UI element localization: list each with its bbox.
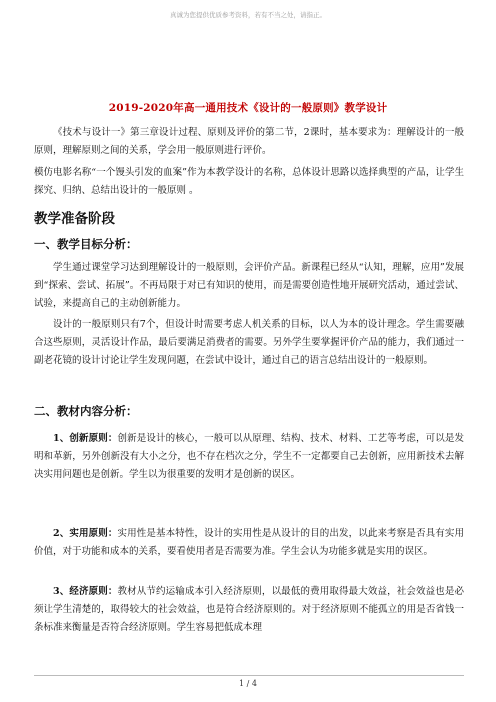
footer-divider [34, 675, 464, 676]
content-item-2 [34, 525, 464, 561]
item-3-label: 3、经济原则： [53, 586, 118, 597]
heading-content: 二、教材内容分析： [34, 404, 138, 418]
header-watermark: 真诚为您提供优质参考资料，若有不当之处，请指正。 [170, 11, 326, 19]
content-item-1 [34, 430, 464, 484]
document-title: 2019-2020年高一通用技术《设计的一般原则》教学设计 [108, 102, 388, 114]
goals-paragraph-2: 设计的一般原则只有7个，但设计时需要考虑人机关系的目标，以人为本的设计理念。学生需要融合这些原则，灵活设计作品，最后要满足消费者的需要。另外学生要掌握评价产品的能力，我们通过一副老花镜的设计讨论让学生发现问题，在尝试中设计，通过自己的语言总结出设计的一般原则。 [34, 319, 464, 366]
intro-paragraph-1: 《技术与设计一》第三章设计过程、原则及评价的第二节，2课时，基本要求为：理解设计的一般原则，理解原则之间的关系，学会用一般原则进行评价。 [34, 127, 464, 156]
intro-paragraph-2: 模仿电影名称“一个馒头引发的血案”作为本教学设计的名称，总体设计思路以选择典型的产品，让学生探究、归纳、总结出设计的一般原则 。 [34, 167, 464, 196]
heading-goals: 一、教学目标分析： [34, 237, 138, 251]
page-number: 1 / 4 [239, 679, 257, 688]
section-heading: 教学准备阶段 [34, 211, 115, 227]
item-1-text: 创新是设计的核心，一般可以从原理、结构、技术、材料、工艺等考虑，可以是发明和革新，另外创新没有大小之分，也不存在档次之分，学生不一定都要自己去创新，应用新技术去解决实用问题也是创新。学生以为很重要的发明才是创新的误区。 [34, 433, 464, 480]
content-item-3 [34, 583, 464, 637]
item-1-label: 1、创新原则： [53, 433, 118, 444]
item-2-label: 2、实用原则： [53, 528, 118, 539]
item-3-text: 教材从节约运输成本引入经济原则，以最低的费用取得最大效益，社会效益也是必须让学生清楚的，取得较大的社会效益，也是符合经济原则的。对于经济原则不能孤立的用是否省钱一条标准来衡量是否符合经济原则。学生容易把低成本理 [34, 586, 464, 633]
item-2-text: 实用性是基本特性，设计的实用性是从设计的目的出发，以此来考察是否具有实用价值，对于功能和成本的关系，要看使用者是否需要为准。学生会认为功能多就是实用的误区。 [34, 528, 464, 557]
goals-paragraph-1: 学生通过课堂学习达到理解设计的一般原则，会评价产品。新课程已经从“认知，理解，应用”发展到“探索、尝试、拓展”。不再局限于对已有知识的使用，而是需要创造性地开展研究活动，通过尝试、试验，来提高自己的主动创新能力。 [34, 262, 464, 309]
